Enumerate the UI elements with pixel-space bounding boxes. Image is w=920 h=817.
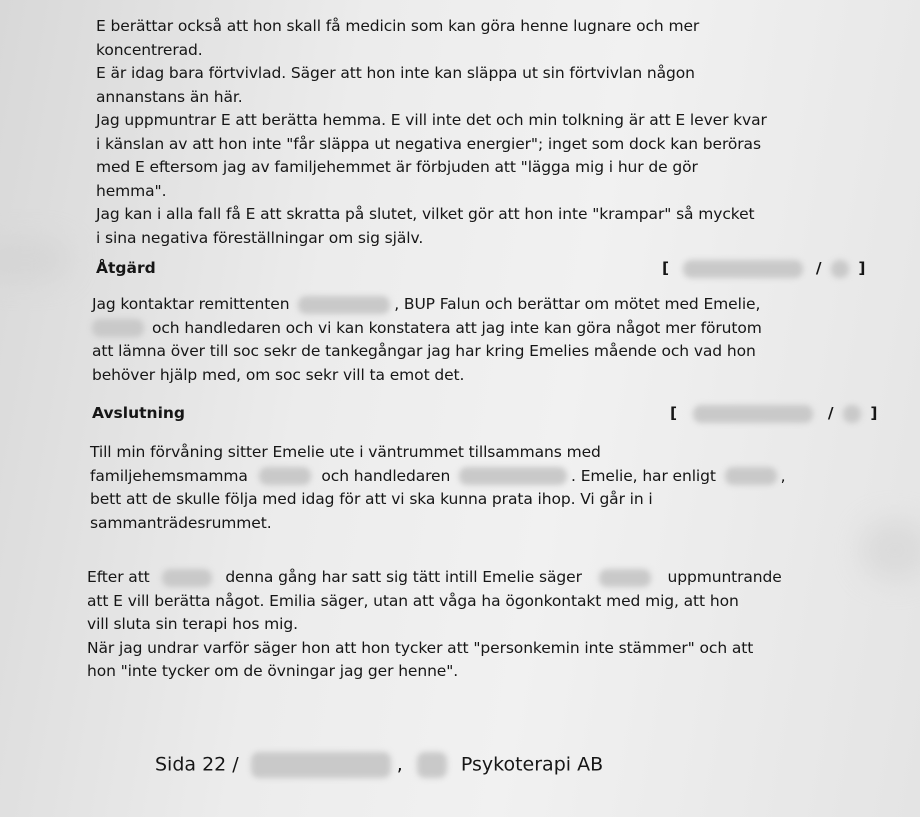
text-line: annanstans än här. [96,87,243,106]
bracket-open: [ [670,404,678,422]
redaction [417,752,447,778]
page-footer [155,752,603,778]
date-bracket-atgard [662,259,865,278]
text-line: att E vill berätta något. Emilia säger, utan att våga ha ögonkontakt med mig, att hon [87,591,739,610]
text-fragment: , BUP Falun och berättar om mötet med Emelie, [394,295,761,313]
text-line [90,465,786,489]
text-line: E berättar också att hon skall få medicin som kan göra henne lugnare och mer [96,17,700,35]
text-line [92,317,762,341]
redaction [599,569,651,587]
redaction [298,296,390,314]
text-line: i sina negativa föreställningar om sig själv. [96,228,424,247]
bracket-open: [ [662,259,670,277]
bracket-close: ] [858,259,866,277]
text-line: Jag kan i alla fall få E att skratta på slutet, vilket gör att hon inte "krampar" så mycket [96,205,755,223]
redaction [725,467,777,485]
text-fragment: , [780,466,786,485]
text-fragment: och handledaren [321,466,451,485]
paper-shadow [860,520,920,580]
text-line: Till min förvåning sitter Emelie ute i väntrummet tillsammans med [90,443,601,461]
text-line: att lämna över till soc sekr de tankegångar jag har kring Emelies mående och vad hon [92,342,756,360]
company-name: Psykoterapi AB [460,753,604,776]
avslutning-paragraph-1 [90,441,786,535]
section-heading-atgard: Åtgärd [96,259,156,277]
redaction [92,319,144,337]
redaction [162,569,212,587]
redaction [683,260,803,278]
text-line [87,566,782,590]
text-line: vill sluta sin terapi hos mig. [87,615,298,633]
redaction [843,405,861,423]
text-line: med E eftersom jag av familjehemmet är förbjuden att "lägga mig i hur de gör [96,158,698,176]
text-line: hon "inte tycker om de övningar jag ger henne". [87,662,459,680]
page-number: Sida 22 / [155,753,239,776]
redaction [459,467,567,485]
intro-paragraph [96,15,767,250]
paper-shadow [0,240,70,280]
bracket-close: ] [870,404,878,422]
text-line: behöver hjälp med, om soc sekr vill ta emot det. [92,365,465,384]
redaction [831,260,849,278]
text-fragment: och handledaren och vi kan konstatera att jag inte kan göra något mer förutom [152,318,762,337]
text-fragment: Jag kontaktar remittenten [92,295,290,313]
text-fragment: familjehemsmamma [90,466,248,485]
text-line [92,293,762,317]
date-bracket-avslutning [670,404,877,423]
avslutning-paragraph-2 [87,566,782,684]
text-line: i känslan av att hon inte "får släppa ut negativa energier"; inget som dock kan beröras [96,134,761,153]
text-fragment: Efter att [87,568,150,586]
section-heading-avslutning: Avslutning [92,404,186,422]
bracket-separator: / [815,259,822,277]
text-line: E är idag bara förtvivlad. Säger att hon inte kan släppa ut sin förtvivlan någon [96,64,695,82]
text-fragment: denna gång har satt sig tätt intill Emelie säger [225,568,582,586]
text-line: sammanträdesrummet. [90,513,272,532]
text-line: hemma". [96,181,167,200]
text-fragment: uppmuntrande [667,568,782,586]
text-line: bett att de skulle följa med idag för att vi ska kunna prata ihop. Vi går in i [90,490,653,508]
atgard-paragraph [92,293,762,387]
redaction [693,405,813,423]
text-line: Jag uppmuntrar E att berätta hemma. E vill inte det och min tolkning är att E lever kvar [96,111,767,129]
text-line: När jag undrar varför säger hon att hon tycker att "personkemin inte stämmer" och att [87,638,754,657]
text-line: koncentrerad. [96,40,203,59]
redaction [259,467,311,485]
redaction [251,752,391,778]
bracket-separator: / [827,404,834,422]
footer-comma: , [396,753,403,776]
text-fragment: . Emelie, har enligt [571,466,716,485]
